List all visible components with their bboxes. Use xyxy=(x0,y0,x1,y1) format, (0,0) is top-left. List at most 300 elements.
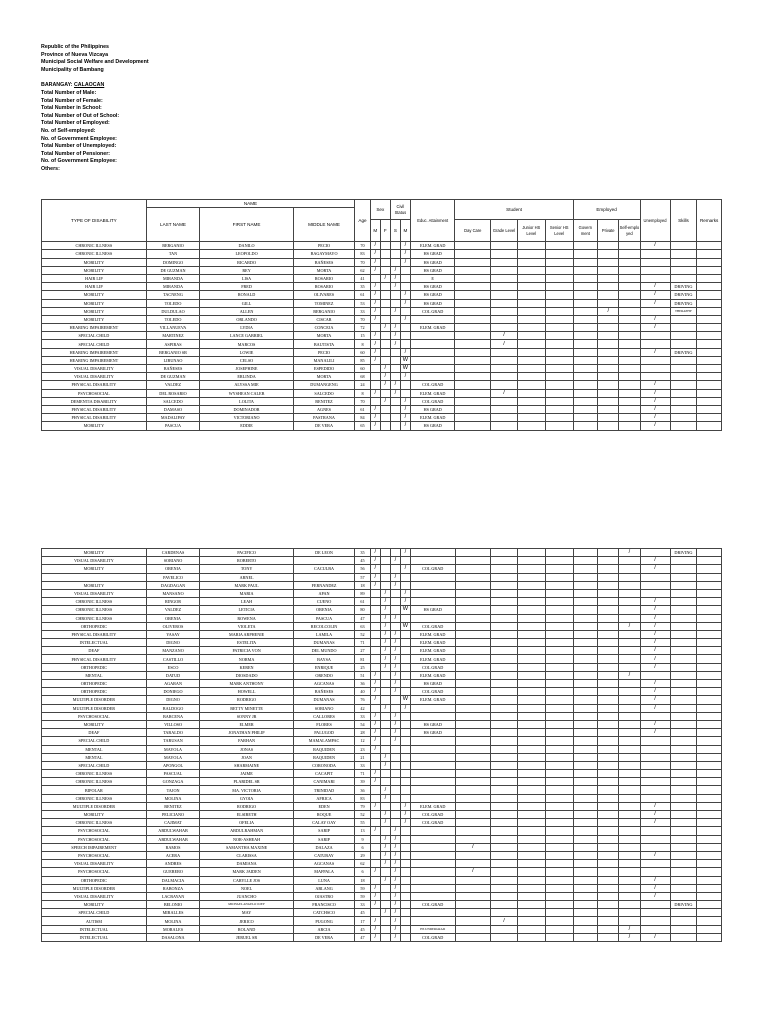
cell-day-care xyxy=(455,933,491,941)
cell-grade-level xyxy=(491,688,518,696)
cell-middle-name: ORENIA xyxy=(293,606,354,614)
cell-first-name: LETICIA xyxy=(200,606,294,614)
cell-skills xyxy=(670,356,697,364)
cell-first-name: LYDIA xyxy=(200,324,294,332)
table-row xyxy=(42,876,722,884)
cell-educ-attainment xyxy=(410,794,455,802)
cell-self-employed xyxy=(619,876,640,884)
cell-last-name: ANDRES xyxy=(146,860,200,868)
cell-civil-m: / xyxy=(400,299,410,307)
cell-last-name: LIBUNAO xyxy=(146,356,199,364)
cell-sex-f: / xyxy=(380,851,390,859)
header-day-care: Day Care xyxy=(455,220,491,242)
cell-last-name: CAJIMAT xyxy=(146,819,200,827)
cell-skills xyxy=(670,589,697,597)
cell-skills xyxy=(670,639,697,647)
cell-sex-m xyxy=(370,876,380,884)
cell-age: 8 xyxy=(355,389,371,397)
cell-sex-m xyxy=(370,365,380,373)
cell-grade-level xyxy=(491,827,518,835)
cell-age: 68 xyxy=(355,373,371,381)
cell-sex-m: / xyxy=(370,565,380,573)
cell-sex-m: / xyxy=(370,332,380,340)
cell-last-name: BERGANIO SR xyxy=(146,348,199,356)
cell-unemployed xyxy=(640,761,670,769)
cell-disability-type: MOBILITY xyxy=(42,291,147,299)
cell-day-care xyxy=(455,794,491,802)
cell-last-name: MAYOLA xyxy=(146,753,200,761)
cell-government xyxy=(573,639,598,647)
cell-unemployed xyxy=(640,671,670,679)
cell-civil-s: / xyxy=(390,630,400,638)
table-row xyxy=(42,794,722,802)
cell-middle-name: LAMILA xyxy=(293,630,354,638)
cell-disability-type: PSYCHOSOCIAL xyxy=(42,835,147,843)
cell-skills xyxy=(670,688,697,696)
cell-remarks xyxy=(697,589,722,597)
cell-self-employed xyxy=(619,827,640,835)
cell-age: 76 xyxy=(355,696,371,704)
cell-middle-name: BAYSA xyxy=(293,655,354,663)
cell-first-name: RONALD xyxy=(200,291,294,299)
cell-last-name: ABDULWAHAB xyxy=(146,835,200,843)
cell-age: 18 xyxy=(355,581,371,589)
cell-government xyxy=(573,373,598,381)
cell-civil-m xyxy=(400,266,410,274)
cell-educ-attainment: ELEM. GRAD xyxy=(410,802,455,810)
cell-private xyxy=(598,851,619,859)
cell-private xyxy=(598,266,619,274)
cell-self-employed xyxy=(619,422,640,430)
cell-government xyxy=(573,250,598,258)
cell-sex-m: / xyxy=(370,283,380,291)
cell-sex-f: / xyxy=(380,909,390,917)
cell-civil-m xyxy=(400,573,410,581)
cell-senior-hs xyxy=(545,291,573,299)
cell-private: / xyxy=(598,307,619,315)
cell-educ-attainment xyxy=(410,917,455,925)
cell-disability-type: MOBILITY xyxy=(42,811,147,819)
header-private: Private xyxy=(598,220,619,242)
cell-civil-m xyxy=(400,389,410,397)
cell-first-name: RODRIGO xyxy=(200,696,294,704)
cell-last-name: PASCUA xyxy=(146,422,199,430)
cell-first-name: ROLAND xyxy=(200,925,294,933)
cell-age: 13 xyxy=(355,827,371,835)
cell-day-care xyxy=(455,356,491,364)
cell-private xyxy=(598,925,619,933)
cell-educ-attainment xyxy=(410,786,455,794)
cell-government xyxy=(573,671,598,679)
cell-sex-f xyxy=(380,745,390,753)
cell-educ-attainment xyxy=(410,573,455,581)
cell-grade-level xyxy=(491,422,518,430)
cell-age: 35 xyxy=(355,283,371,291)
cell-private xyxy=(598,573,619,581)
cell-senior-hs xyxy=(545,365,573,373)
cell-senior-hs xyxy=(545,925,573,933)
cell-civil-s xyxy=(390,606,400,614)
cell-remarks xyxy=(697,860,722,868)
cell-government xyxy=(573,549,598,557)
cell-private xyxy=(598,712,619,720)
table-row xyxy=(42,712,722,720)
cell-remarks xyxy=(697,258,722,266)
cell-day-care: / xyxy=(455,843,491,851)
header-remarks: Remarks xyxy=(697,200,722,242)
cell-age: 60 xyxy=(355,348,371,356)
cell-skills xyxy=(670,851,697,859)
cell-private xyxy=(598,909,619,917)
cell-civil-m: / xyxy=(400,258,410,266)
cell-junior-hs xyxy=(517,397,545,405)
header-senior-hs: Senior HS Level xyxy=(545,220,573,242)
cell-day-care xyxy=(455,250,491,258)
cell-skills xyxy=(670,242,697,250)
cell-first-name: RICARDO xyxy=(200,258,294,266)
cell-sex-m xyxy=(370,753,380,761)
cell-disability-type: MOBILITY xyxy=(42,720,147,728)
cell-sex-f: / xyxy=(380,811,390,819)
header-line: Province of Nueva Vizcaya xyxy=(41,51,109,58)
header-government: Govern ment xyxy=(573,220,598,242)
cell-civil-m xyxy=(400,712,410,720)
table-row xyxy=(42,868,722,876)
cell-unemployed: / xyxy=(640,892,670,900)
cell-day-care xyxy=(455,397,491,405)
cell-disability-type: PSYCHOSOCIAL xyxy=(42,827,147,835)
cell-sex-f xyxy=(380,291,390,299)
cell-self-employed xyxy=(619,892,640,900)
cell-skills xyxy=(670,381,697,389)
header-name: NAME xyxy=(146,200,354,208)
cell-senior-hs xyxy=(545,332,573,340)
cell-grade-level xyxy=(491,835,518,843)
cell-senior-hs xyxy=(545,581,573,589)
cell-civil-m xyxy=(400,794,410,802)
cell-civil-m xyxy=(400,737,410,745)
cell-self-employed xyxy=(619,663,640,671)
cell-first-name: MARK ANTHONY xyxy=(200,680,294,688)
cell-junior-hs xyxy=(517,860,545,868)
cell-last-name: ABDULWAHAB xyxy=(146,827,200,835)
cell-civil-m xyxy=(400,720,410,728)
cell-sex-f xyxy=(380,933,390,941)
table-row xyxy=(42,811,722,819)
cell-middle-name: DALAZA xyxy=(293,843,354,851)
cell-private xyxy=(598,671,619,679)
cell-skills xyxy=(670,671,697,679)
cell-unemployed xyxy=(640,356,670,364)
cell-unemployed xyxy=(640,794,670,802)
cell-sex-f xyxy=(380,414,390,422)
cell-age: 84 xyxy=(355,414,371,422)
cell-civil-s xyxy=(390,242,400,250)
cell-disability-type: MENTAL xyxy=(42,745,147,753)
cell-self-employed xyxy=(619,909,640,917)
cell-first-name: ELMER xyxy=(200,720,294,728)
cell-age: 23 xyxy=(355,745,371,753)
cell-age: 70 xyxy=(355,315,371,323)
cell-remarks xyxy=(697,250,722,258)
header-sex: Sex xyxy=(370,200,390,220)
cell-private xyxy=(598,802,619,810)
cell-self-employed xyxy=(619,365,640,373)
cell-self-employed xyxy=(619,794,640,802)
cell-unemployed: / xyxy=(640,884,670,892)
cell-day-care xyxy=(455,348,491,356)
cell-self-employed xyxy=(619,851,640,859)
cell-last-name: MADALIPAY xyxy=(146,414,199,422)
cell-skills xyxy=(670,827,697,835)
cell-civil-m: / xyxy=(400,819,410,827)
table-row xyxy=(42,348,722,356)
cell-junior-hs xyxy=(517,663,545,671)
cell-civil-m xyxy=(400,340,410,348)
cell-civil-s: / xyxy=(390,892,400,900)
cell-sex-m: / xyxy=(370,250,380,258)
cell-age: 71 xyxy=(355,639,371,647)
cell-junior-hs xyxy=(517,761,545,769)
cell-first-name: JOSEPHINE xyxy=(200,365,294,373)
cell-skills: DRIVING xyxy=(670,291,697,299)
header-junior-hs: Junior HS Level xyxy=(517,220,545,242)
cell-skills xyxy=(670,737,697,745)
cell-last-name: RABONZA xyxy=(146,884,200,892)
cell-disability-type: MOBILITY xyxy=(42,581,147,589)
cell-unemployed xyxy=(640,573,670,581)
cell-remarks xyxy=(697,373,722,381)
cell-disability-type: CHRONIC ILLNESS xyxy=(42,614,147,622)
cell-grade-level xyxy=(491,663,518,671)
cell-sex-f: / xyxy=(380,819,390,827)
cell-sex-m: / xyxy=(370,405,380,413)
cell-last-name: OLIVEROS xyxy=(146,622,200,630)
cell-sex-m: / xyxy=(370,827,380,835)
cell-educ-attainment: COL GRAD xyxy=(410,819,455,827)
cell-middle-name: AGNES xyxy=(293,405,354,413)
cell-remarks xyxy=(697,802,722,810)
cell-middle-name: SORIANO xyxy=(293,704,354,712)
cell-skills: DRIVING xyxy=(670,283,697,291)
cell-skills xyxy=(670,720,697,728)
cell-educ-attainment xyxy=(410,549,455,557)
cell-sex-m: / xyxy=(370,868,380,876)
cell-private xyxy=(598,794,619,802)
cell-senior-hs xyxy=(545,778,573,786)
cell-age: 61 xyxy=(355,291,371,299)
table-row xyxy=(42,332,722,340)
cell-day-care xyxy=(455,291,491,299)
cell-government xyxy=(573,811,598,819)
cell-unemployed: / xyxy=(640,655,670,663)
cell-senior-hs xyxy=(545,786,573,794)
table-row xyxy=(42,630,722,638)
cell-civil-s: / xyxy=(390,851,400,859)
cell-private xyxy=(598,761,619,769)
cell-first-name: ROBERTO xyxy=(200,557,294,565)
cell-middle-name: BAÑESES xyxy=(293,688,354,696)
cell-age: 42 xyxy=(355,704,371,712)
cell-sex-f xyxy=(380,389,390,397)
cell-private xyxy=(598,753,619,761)
cell-day-care xyxy=(455,917,491,925)
cell-junior-hs xyxy=(517,356,545,364)
cell-sex-f xyxy=(380,827,390,835)
cell-unemployed: / xyxy=(640,614,670,622)
cell-sex-f xyxy=(380,925,390,933)
cell-educ-attainment xyxy=(410,373,455,381)
cell-self-employed xyxy=(619,356,640,364)
cell-skills xyxy=(670,704,697,712)
cell-age: 6 xyxy=(355,868,371,876)
cell-middle-name: BAGAYMAYO xyxy=(293,250,354,258)
cell-unemployed xyxy=(640,589,670,597)
cell-educ-attainment: COL GRAD xyxy=(410,307,455,315)
cell-civil-m xyxy=(400,901,410,909)
cell-middle-name: ENRIQUE xyxy=(293,663,354,671)
cell-remarks xyxy=(697,291,722,299)
cell-civil-m xyxy=(400,860,410,868)
cell-civil-m xyxy=(400,868,410,876)
cell-last-name: BENITEZ xyxy=(146,802,200,810)
cell-government xyxy=(573,348,598,356)
cell-junior-hs xyxy=(517,720,545,728)
cell-grade-level xyxy=(491,851,518,859)
cell-sex-f xyxy=(380,680,390,688)
cell-educ-attainment xyxy=(410,843,455,851)
cell-sex-m xyxy=(370,655,380,663)
cell-day-care xyxy=(455,696,491,704)
cell-last-name: TARUSAN xyxy=(146,737,200,745)
cell-government xyxy=(573,778,598,786)
cell-civil-s: / xyxy=(390,925,400,933)
cell-senior-hs xyxy=(545,549,573,557)
cell-sex-f xyxy=(380,573,390,581)
cell-educ-attainment: ELEM. GRAD xyxy=(410,655,455,663)
cell-sex-m xyxy=(370,704,380,712)
cell-senior-hs xyxy=(545,283,573,291)
cell-skills xyxy=(670,712,697,720)
cell-grade-level xyxy=(491,671,518,679)
cell-educ-attainment: ELEM. GRAD xyxy=(410,696,455,704)
cell-middle-name: DUMANGENG xyxy=(293,381,354,389)
cell-junior-hs xyxy=(517,811,545,819)
cell-civil-s xyxy=(390,696,400,704)
cell-private xyxy=(598,737,619,745)
cell-unemployed: / xyxy=(640,291,670,299)
cell-senior-hs xyxy=(545,827,573,835)
cell-middle-name: CISCAR xyxy=(293,315,354,323)
cell-remarks xyxy=(697,729,722,737)
cell-junior-hs xyxy=(517,851,545,859)
cell-educ-attainment xyxy=(410,778,455,786)
cell-sex-f xyxy=(380,348,390,356)
cell-self-employed xyxy=(619,745,640,753)
table-row xyxy=(42,925,722,933)
cell-civil-s: / xyxy=(390,655,400,663)
cell-civil-s xyxy=(390,802,400,810)
cell-skills xyxy=(670,663,697,671)
cell-disability-type: DEAF xyxy=(42,647,147,655)
summary-stat: Total Number of Pensioner: xyxy=(41,150,111,157)
cell-civil-s: / xyxy=(390,573,400,581)
cell-remarks xyxy=(697,630,722,638)
cell-senior-hs xyxy=(545,389,573,397)
cell-government xyxy=(573,405,598,413)
cell-skills xyxy=(670,860,697,868)
cell-remarks xyxy=(697,770,722,778)
cell-sex-f xyxy=(380,778,390,786)
cell-unemployed: / xyxy=(640,729,670,737)
cell-civil-m: W xyxy=(400,696,410,704)
cell-last-name: ORENIA xyxy=(146,614,200,622)
cell-private xyxy=(598,283,619,291)
cell-government xyxy=(573,598,598,606)
cell-junior-hs xyxy=(517,630,545,638)
cell-age: 61 xyxy=(355,598,371,606)
cell-private xyxy=(598,242,619,250)
cell-disability-type: VISUAL DISABILITY xyxy=(42,860,147,868)
cell-skills xyxy=(670,753,697,761)
cell-self-employed xyxy=(619,348,640,356)
cell-age: 33 xyxy=(355,901,371,909)
cell-skills xyxy=(670,340,697,348)
cell-sex-f xyxy=(380,565,390,573)
cell-sex-m xyxy=(370,909,380,917)
cell-day-care xyxy=(455,901,491,909)
cell-sex-m: / xyxy=(370,557,380,565)
cell-sex-f xyxy=(380,307,390,315)
cell-remarks xyxy=(697,557,722,565)
cell-government xyxy=(573,770,598,778)
cell-unemployed xyxy=(640,581,670,589)
cell-senior-hs xyxy=(545,598,573,606)
cell-last-name: TAN xyxy=(146,250,199,258)
cell-first-name: PATRICIA VON xyxy=(200,647,294,655)
cell-disability-type: ORTHOPEDIC xyxy=(42,688,147,696)
cell-skills xyxy=(670,884,697,892)
cell-civil-s: / xyxy=(390,663,400,671)
cell-skills xyxy=(670,843,697,851)
cell-sex-f xyxy=(380,405,390,413)
cell-civil-s xyxy=(390,745,400,753)
cell-sex-f: / xyxy=(380,761,390,769)
cell-remarks xyxy=(697,622,722,630)
cell-senior-hs xyxy=(545,688,573,696)
cell-day-care xyxy=(455,622,491,630)
cell-disability-type: MOBILITY xyxy=(42,565,147,573)
summary-stats xyxy=(41,90,149,174)
cell-sex-f: / xyxy=(380,860,390,868)
cell-grade-level xyxy=(491,737,518,745)
cell-educ-attainment xyxy=(410,704,455,712)
cell-civil-m: / xyxy=(400,315,410,323)
cell-sex-f: / xyxy=(380,655,390,663)
cell-first-name: CELSO xyxy=(200,356,294,364)
cell-private xyxy=(598,422,619,430)
cell-grade-level xyxy=(491,614,518,622)
cell-senior-hs xyxy=(545,819,573,827)
cell-disability-type: HAIR LIP xyxy=(42,283,147,291)
cell-age: 33 xyxy=(355,761,371,769)
cell-last-name: TOLEDO xyxy=(146,315,199,323)
cell-junior-hs xyxy=(517,917,545,925)
cell-self-employed: / xyxy=(619,671,640,679)
cell-skills xyxy=(670,266,697,274)
table-row xyxy=(42,671,722,679)
table-row xyxy=(42,647,722,655)
